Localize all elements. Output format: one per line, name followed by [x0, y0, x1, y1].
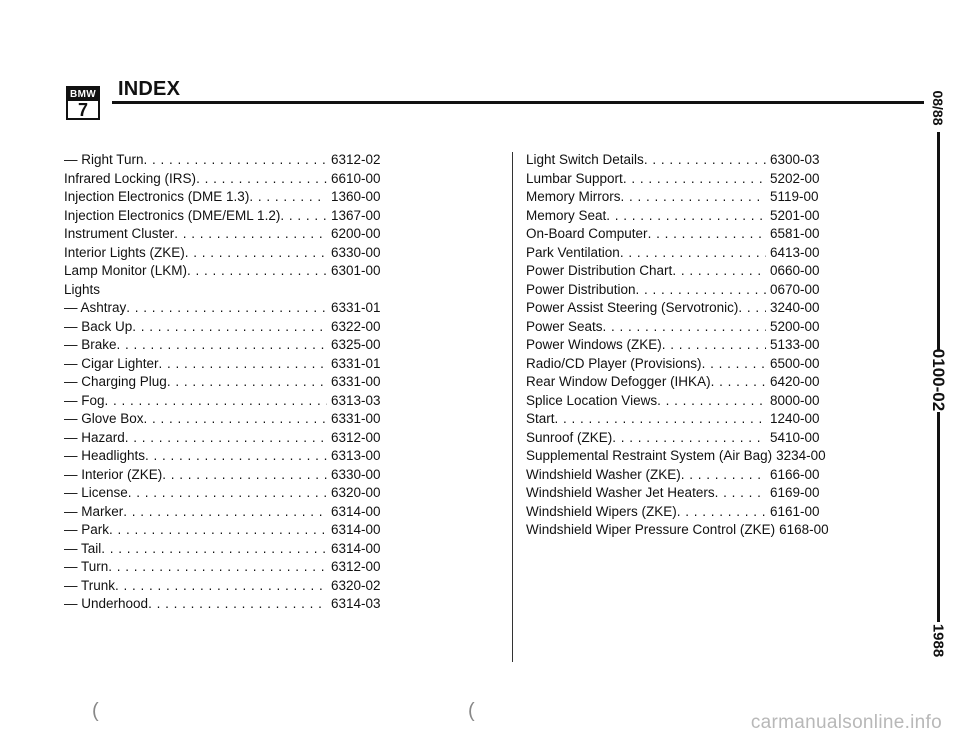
entry-code: 6200-00	[331, 226, 381, 241]
entry-code: 6312-00	[331, 429, 381, 445]
entry-code: 6325-00	[331, 337, 381, 352]
leader-dots	[738, 300, 766, 315]
leader-dots	[132, 319, 327, 334]
entry-label: — Turn	[64, 559, 109, 574]
leader-dots	[711, 374, 766, 389]
leader-dots	[108, 559, 327, 574]
index-entry	[64, 337, 389, 356]
index-entry	[526, 467, 828, 486]
index-entry	[526, 337, 828, 356]
entry-label: Light Switch Details	[526, 152, 644, 167]
index-entry	[526, 171, 828, 190]
index-entry	[64, 448, 389, 467]
entry-label: Instrument Cluster	[64, 226, 175, 241]
entry-label: Radio/CD Player (Provisions)	[526, 355, 702, 371]
index-entry	[526, 208, 828, 227]
leader-dots	[702, 356, 766, 371]
bmw-7-logo	[66, 86, 100, 120]
entry-label: Memory Seat	[526, 207, 607, 223]
index-entry	[526, 393, 828, 412]
index-entry	[526, 245, 828, 264]
entry-label: — License	[64, 485, 128, 500]
scan-mark-left: (	[92, 700, 99, 722]
entry-code: 6314-00	[331, 503, 381, 519]
leader-dots	[148, 596, 327, 611]
entry-code: 6312-02	[331, 152, 381, 167]
entry-code: 6300-03	[770, 152, 820, 167]
side-date-label: 08/88	[930, 90, 946, 126]
leader-dots	[109, 522, 327, 537]
leader-dots	[621, 189, 767, 204]
index-entry	[64, 171, 389, 190]
leader-dots	[125, 430, 327, 445]
entry-code: 6331-00	[331, 374, 381, 389]
side-rule-1	[937, 132, 940, 350]
leader-dots	[162, 467, 327, 482]
index-entry	[526, 189, 828, 208]
index-entry	[526, 319, 828, 338]
index-entry	[526, 522, 828, 541]
entry-label: On-Board Computer	[526, 226, 648, 241]
entry-code: 8000-00	[770, 392, 820, 408]
index-entry	[526, 504, 828, 523]
index-entry	[64, 596, 389, 615]
entry-code: 6331-01	[331, 300, 381, 315]
index-entry	[526, 263, 828, 282]
leader-dots	[672, 263, 766, 278]
index-entry	[64, 152, 389, 171]
entry-label: Sunroof (ZKE)	[526, 429, 613, 445]
index-entry	[64, 245, 389, 264]
index-entry	[64, 356, 389, 375]
entry-label: — Underhood	[64, 596, 149, 611]
entry-code: 6500-00	[770, 355, 820, 371]
index-entry	[526, 448, 828, 467]
entry-code: 6331-00	[331, 411, 381, 426]
leader-dots	[681, 467, 766, 482]
index-entry	[64, 504, 389, 523]
entry-code: 6301-00	[331, 263, 381, 278]
leader-dots	[117, 337, 327, 352]
entry-label: — Cigar Lighter	[64, 355, 159, 371]
entry-label: Interior Lights (ZKE)	[64, 244, 185, 260]
leader-dots	[115, 578, 327, 593]
index-entry	[64, 522, 389, 541]
entry-code: 1240-00	[770, 411, 820, 426]
leader-dots	[144, 152, 327, 167]
leader-dots	[636, 282, 766, 297]
entry-code: 6330-00	[331, 466, 381, 482]
entry-label: Power Distribution	[526, 281, 636, 297]
leader-dots	[644, 152, 766, 167]
entry-code: 1367-00	[331, 207, 381, 223]
entry-code: 6331-01	[331, 355, 381, 371]
leader-dots	[174, 226, 327, 241]
entry-code: 6610-00	[331, 170, 381, 186]
entry-label: — Glove Box	[64, 411, 144, 426]
entry-code: 5200-00	[770, 318, 820, 334]
leader-dots	[145, 448, 327, 463]
entry-label: — Charging Plug	[64, 374, 167, 389]
entry-label: — Brake	[64, 337, 117, 352]
entry-code: 6314-03	[331, 596, 381, 611]
entry-label: — Fog	[64, 392, 105, 408]
index-left-column	[64, 152, 389, 615]
entry-code: 6320-02	[331, 577, 381, 593]
leader-dots	[715, 485, 766, 500]
index-entry	[64, 430, 389, 449]
leader-dots	[167, 374, 327, 389]
entry-label: Power Distribution Chart	[526, 263, 673, 278]
entry-label: Injection Electronics (DME 1.3)	[64, 189, 250, 204]
entry-label: Rear Window Defogger (IHKA)	[526, 374, 711, 389]
index-entry	[64, 541, 389, 560]
entry-label: Start	[526, 411, 555, 426]
leader-dots	[662, 337, 766, 352]
header-rule	[112, 101, 924, 104]
entry-label: Lights	[64, 281, 101, 297]
entry-code: 6314-00	[331, 540, 381, 556]
side-rule-2	[937, 412, 940, 622]
index-entry	[526, 430, 828, 449]
index-entry	[64, 467, 389, 486]
entry-code: 6413-00	[770, 244, 820, 260]
entry-code: 5201-00	[770, 207, 820, 223]
entry-code: 6330-00	[331, 244, 381, 260]
entry-code: 6312-00	[331, 559, 381, 574]
entry-label: — Marker	[64, 503, 124, 519]
entry-code: 6420-00	[770, 374, 820, 389]
entry-label: — Ashtray	[64, 300, 127, 315]
index-entry	[64, 226, 389, 245]
entry-code: 0660-00	[770, 263, 820, 278]
entry-code: 6313-00	[331, 448, 381, 463]
entry-code: 6161-00	[770, 503, 820, 519]
entry-label: — Headlights	[64, 448, 146, 463]
index-entry	[64, 319, 389, 338]
index-entry	[526, 152, 828, 171]
index-entry	[526, 300, 828, 319]
entry-label: — Park	[64, 522, 110, 537]
entry-label: Lamp Monitor (LKM)	[64, 263, 188, 278]
entry-code: 5119-00	[770, 189, 819, 204]
leader-dots	[185, 245, 327, 260]
entry-label: Memory Mirrors	[526, 189, 621, 204]
page-title: INDEX	[118, 78, 181, 100]
side-year-label: 1988	[929, 623, 947, 658]
index-entry	[526, 356, 828, 375]
leader-dots	[648, 226, 766, 241]
entry-label: Park Ventilation	[526, 244, 620, 260]
logo-brand-text: BMW	[68, 88, 98, 101]
index-entry	[64, 411, 389, 430]
leader-dots	[612, 430, 766, 445]
index-entry	[64, 300, 389, 319]
column-divider	[512, 152, 513, 662]
entry-label: Lumbar Support	[526, 170, 623, 186]
index-entry	[64, 374, 389, 393]
entry-code: 6166-00	[770, 466, 820, 482]
entry-code: 5410-00	[770, 429, 820, 445]
leader-dots	[555, 411, 766, 426]
entry-label: Injection Electronics (DME/EML 1.2)	[64, 207, 281, 223]
entry-label: Windshield Wipers (ZKE)	[526, 503, 677, 519]
leader-dots	[187, 263, 327, 278]
entry-label: Windshield Washer (ZKE)	[526, 466, 681, 482]
leader-dots	[123, 504, 327, 519]
index-right-column	[526, 152, 828, 541]
entry-label: Windshield Washer Jet Heaters	[526, 485, 715, 500]
entry-label: — Interior (ZKE)	[64, 466, 163, 482]
index-entry	[526, 226, 828, 245]
index-entry	[526, 411, 828, 430]
index-entry	[64, 559, 389, 578]
index-entry	[526, 374, 828, 393]
entry-code: 6313-03	[331, 392, 381, 408]
leader-dots	[128, 485, 327, 500]
entry-label: Infrared Locking (IRS)	[64, 170, 197, 186]
entry-code: 5202-00	[770, 170, 820, 186]
entry-code: 6322-00	[331, 318, 381, 334]
leader-dots	[677, 504, 766, 519]
leader-dots	[126, 300, 327, 315]
entry-label: Windshield Wiper Pressure Control (ZKE)	[526, 522, 776, 537]
leader-dots	[603, 319, 766, 334]
entry-code: 6581-00	[770, 226, 820, 241]
entry-code: 6169-00	[770, 485, 820, 500]
leader-dots	[101, 541, 327, 556]
side-section-code: 0100-02	[929, 348, 948, 412]
entry-label: — Tail	[64, 540, 102, 556]
entry-code: 6168-00	[779, 522, 829, 537]
index-entry	[64, 189, 389, 208]
leader-dots	[606, 208, 766, 223]
logo-series-text: 7	[77, 100, 88, 120]
entry-code: 5133-00	[770, 337, 820, 352]
entry-code: 3240-00	[770, 300, 820, 315]
entry-code: 6320-00	[331, 485, 381, 500]
index-entry	[64, 282, 389, 301]
entry-code: 3234-00	[776, 448, 826, 463]
entry-label: — Back Up	[64, 318, 133, 334]
leader-dots	[144, 411, 327, 426]
leader-dots	[623, 171, 766, 186]
watermark-text: carmanualsonline.info	[750, 712, 942, 733]
index-entry	[64, 393, 389, 412]
leader-dots	[620, 245, 766, 260]
leader-dots	[657, 393, 766, 408]
entry-label: — Right Turn	[64, 152, 144, 167]
entry-label: — Trunk	[64, 577, 116, 593]
leader-dots	[196, 171, 327, 186]
entry-label: — Hazard	[64, 429, 125, 445]
entry-label: Splice Location Views	[526, 392, 658, 408]
index-entry	[64, 578, 389, 597]
index-entry	[526, 282, 828, 301]
leader-dots	[105, 393, 327, 408]
index-entry	[526, 485, 828, 504]
entry-label: Supplemental Restraint System (Air Bag)	[526, 448, 773, 463]
index-entry	[64, 263, 389, 282]
index-entry	[64, 485, 389, 504]
entry-label: Power Seats	[526, 318, 603, 334]
entry-code: 6314-00	[331, 522, 381, 537]
leader-dots	[249, 189, 327, 204]
leader-dots	[159, 356, 327, 371]
entry-label: Power Assist Steering (Servotronic)	[526, 300, 739, 315]
scan-mark-middle: (	[468, 700, 475, 722]
entry-code: 1360-00	[331, 189, 381, 204]
leader-dots	[280, 208, 327, 223]
entry-label: Power Windows (ZKE)	[526, 337, 662, 352]
index-entry	[64, 208, 389, 227]
entry-code: 0670-00	[770, 281, 820, 297]
